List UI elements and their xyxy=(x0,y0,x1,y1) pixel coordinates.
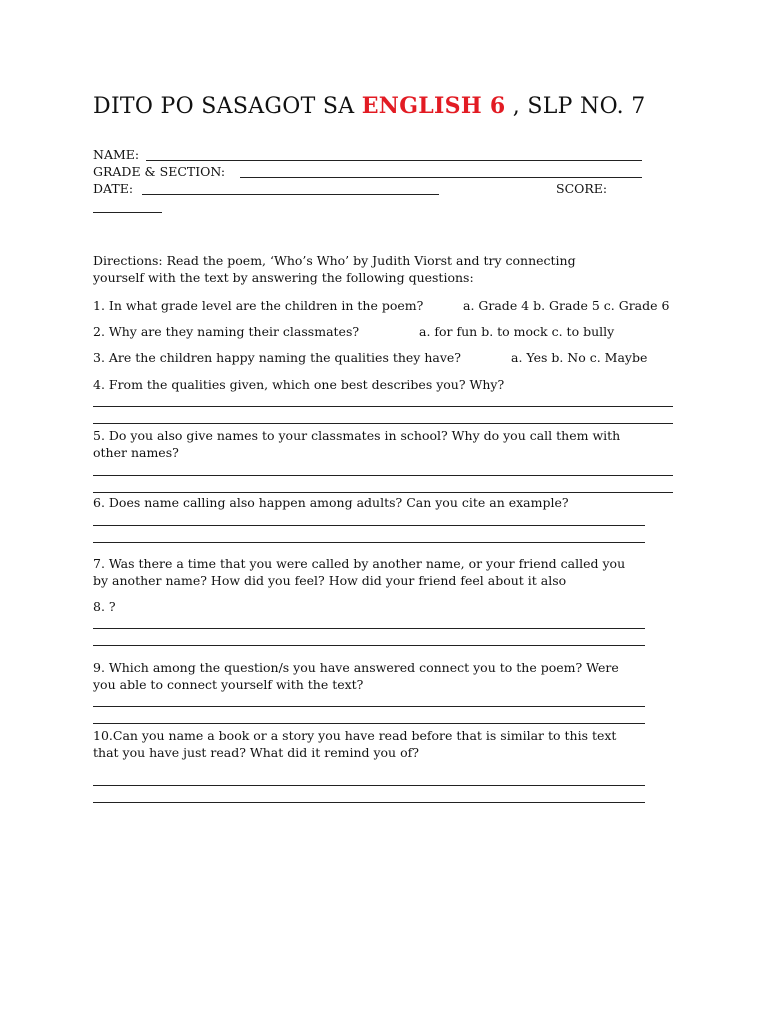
title-prefix: DITO PO SASAGOT SA xyxy=(93,94,355,119)
score-label: SCORE: xyxy=(556,181,608,196)
answer-line[interactable] xyxy=(93,802,645,803)
answer-line[interactable] xyxy=(93,645,645,646)
question-10-line-2: that you have just read? What did it remind you of? xyxy=(93,745,419,760)
answer-line[interactable] xyxy=(93,542,645,543)
question-6: 6. Does name calling also happen among adults? Can you cite an example? xyxy=(93,495,569,510)
directions-line-1: Directions: Read the poem, ‘Who’s Who’ by Judith Viorst and try connecting xyxy=(93,253,576,268)
question-3: 3. Are the children happy naming the qualities they have? xyxy=(93,350,462,365)
answer-line[interactable] xyxy=(93,706,645,707)
answer-line[interactable] xyxy=(93,423,673,424)
question-9-line-1: 9. Which among the question/s you have answered connect you to the poem? Were xyxy=(93,660,619,675)
answer-line[interactable] xyxy=(93,785,645,786)
date-field[interactable] xyxy=(142,194,439,195)
name-field[interactable] xyxy=(146,160,642,161)
answer-line[interactable] xyxy=(93,492,673,493)
score-field[interactable] xyxy=(93,212,162,213)
question-5-line-1: 5. Do you also give names to your classmates in school? Why do you call them with xyxy=(93,428,621,443)
question-7-line-2: by another name? How did you feel? How did your friend feel about it also xyxy=(93,573,567,588)
question-10-line-1: 10.Can you name a book or a story you have read before that is similar to this text xyxy=(93,728,617,743)
directions-line-2: yourself with the text by answering the following questions: xyxy=(93,270,474,285)
date-label: DATE: xyxy=(93,181,134,196)
name-label: NAME: xyxy=(93,147,140,162)
question-3-choices: a. Yes b. No c. Maybe xyxy=(511,350,648,365)
answer-line[interactable] xyxy=(93,475,673,476)
question-7-line-1: 7. Was there a time that you were called by another name, or your friend called you xyxy=(93,556,626,571)
grade-section-label: GRADE & SECTION: xyxy=(93,164,226,179)
title-subject: ENGLISH 6 xyxy=(361,93,506,119)
answer-line[interactable] xyxy=(93,723,645,724)
title-suffix: , SLP NO. 7 xyxy=(512,94,646,119)
question-2: 2. Why are they naming their classmates? xyxy=(93,324,360,339)
answer-line[interactable] xyxy=(93,628,645,629)
grade-section-field[interactable] xyxy=(240,177,642,178)
worksheet-title xyxy=(93,93,646,119)
question-5-line-2: other names? xyxy=(93,445,179,460)
question-2-choices: a. for fun b. to mock c. to bully xyxy=(419,324,615,339)
question-1-choices: a. Grade 4 b. Grade 5 c. Grade 6 xyxy=(463,298,670,313)
answer-line[interactable] xyxy=(93,406,673,407)
question-4: 4. From the qualities given, which one best describes you? Why? xyxy=(93,377,505,392)
question-8: 8. ? xyxy=(93,599,116,614)
answer-line[interactable] xyxy=(93,525,645,526)
question-1: 1. In what grade level are the children in the poem? xyxy=(93,298,424,313)
question-9-line-2: you able to connect yourself with the text? xyxy=(93,677,364,692)
